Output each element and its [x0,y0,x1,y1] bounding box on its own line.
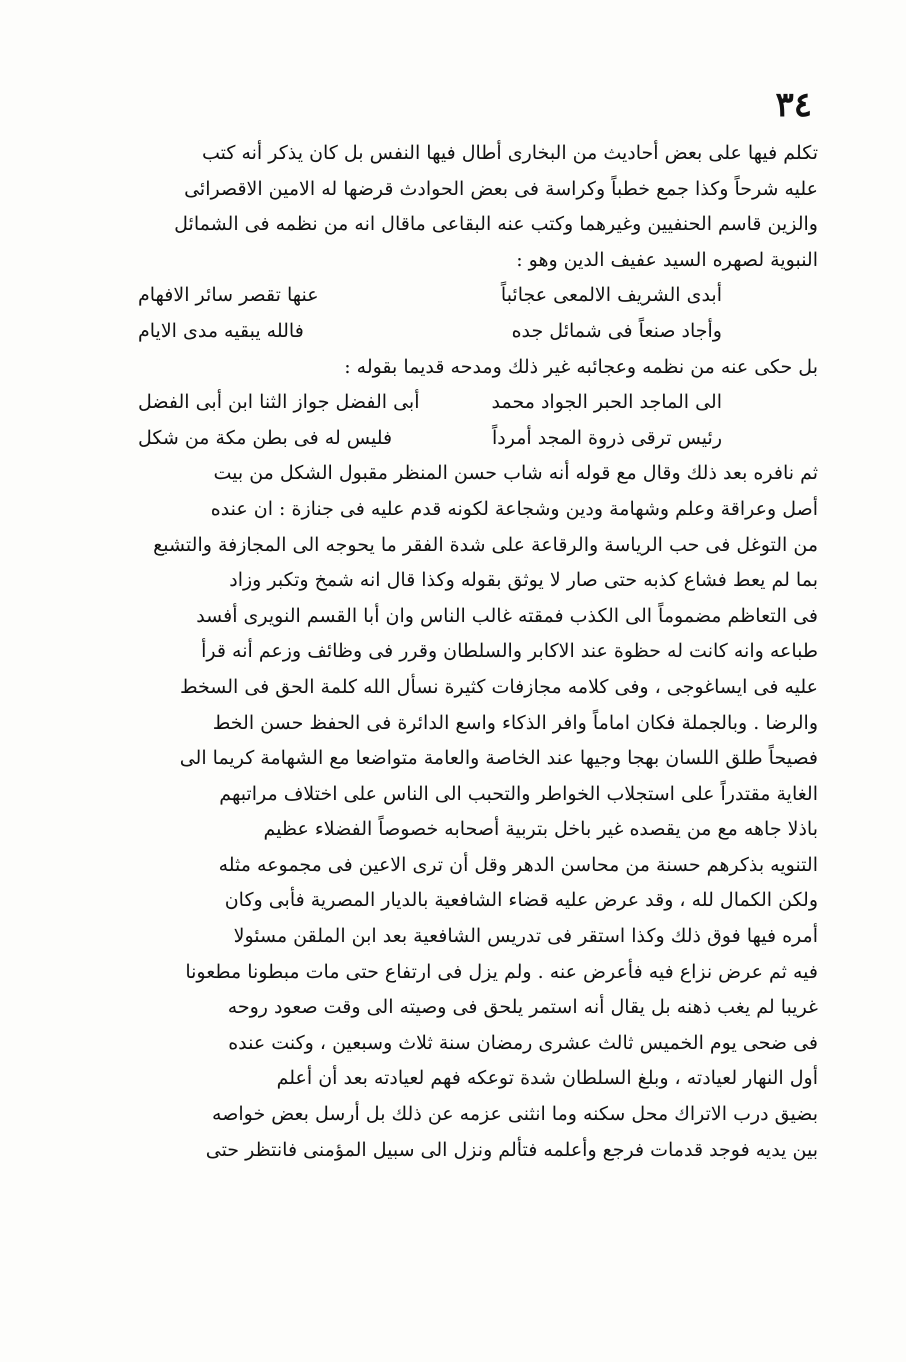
text-line: بل حكى عنه من نظمه وعجائبه غير ذلك ومدحه قديما بقوله : [344,355,818,378]
text-line: والزين قاسم الحنفيين وغيرهما وكتب عنه البقاعى ماقال انه من نظمه فى الشمائل [174,213,818,236]
verse-second-hemistich: فليس له فى بطن مكة من شكل [138,426,393,449]
text-line: فصيحاً طلق اللسان بهجا وجيها عند الخاصة والعامة متواضعا مع الشهامة كريما الى [179,747,818,770]
main-text [78,136,818,1168]
text-line: غريبا لم يغب ذهنه بل يقال أنه استمر يلحق فى وصيته الى وقت صعود روحه [227,996,818,1019]
text-line: ولكن الكمال لله ، وقد عرض عليه قضاء الشافعية بالديار المصرية فأبى وكان [224,889,818,912]
page-number: ٣٤ [775,85,812,125]
text-line: بضيق درب الاتراك محل سكنه وما انثنى عزمه عن ذلك بل أرسل بعض خواصه [212,1103,818,1126]
text-line: أول النهار لعيادته ، وبلغ السلطان شدة توعكه فهم لعيادته بعد أن أعلم [276,1067,818,1090]
verse-second-hemistich: أبى الفضل جواز الثنا ابن أبى الفضل [138,391,420,414]
verse-first-hemistich: وأجاد صنعاً فى شمائل جده [511,319,722,342]
text-line: فى التعاظم مضموماً الى الكذب فمقته غالب الناس وان أبا القسم النويرى أفسد [196,604,818,627]
text-line: فى ضحى يوم الخميس ثالث عشرى رمضان سنة ثلاث وسبعين ، وكنت عنده [228,1031,818,1054]
text-line: بين يديه فوجد قدمات فرجع وأعلمه فتألم ونزل الى سبيل المؤمنى فانتظر حتى [205,1138,818,1161]
text-line: التنويه بذكرهم حسنة من محاسن الدهر وقل أن ترى الاعين فى مجموعه مثله [218,853,818,876]
text-line: الغاية مقتدراً على استجلاب الخواطر والتحبب الى الناس على اختلاف مراتبهم [219,782,818,805]
text-line: أصل وعراقة وعلم وشهامة ودين وشجاعة لكونه قدم عليه فى جنازة : ان عنده [210,497,818,520]
text-line: أمره فيها فوق ذلك وكذا استقر فى تدريس الشافعية بعد ابن الملقن مسئولا [233,925,818,948]
text-line: والرضا . وبالجملة فكان اماماً وافر الذكاء واسع الدائرة فى الحفظ حسن الخط [212,711,818,734]
verse-line [78,421,818,457]
verse-first-hemistich: أبدى الشريف الالمعى عجائباً [500,284,722,307]
text-line: طباعه وانه كانت له حظوة عند الاكابر والسلطان وقرر فى وظائف وزعم أنه قرأ [201,640,818,663]
verse-second-hemistich: فالله يبقيه مدى الايام [138,319,304,342]
verse-first-hemistich: رئيس ترقى ذروة المجد أمرداً [491,426,722,449]
verse-second-hemistich: عنها تقصر سائر الافهام [138,284,319,307]
verse-line [78,278,818,314]
text-line: من التوغل فى حب الرياسة والرقاعة على شدة الفقر ما يحوجه الى المجازفة والتشبع [153,533,818,556]
text-line: ثم نافره بعد ذلك وقال مع قوله أنه شاب حسن المنظر مقبول الشكل من بيت [213,462,818,485]
verse-line [78,385,818,421]
text-line: فيه ثم عرض نزاع فيه فأعرض عنه . ولم يزل فى ارتفاع حتى مات مبطونا مطعونا [185,960,818,983]
text-line: عليه فى ايساغوجى ، وفى كلامه مجازفات كثيرة نسأل الله كلمة الحق فى السخط [179,675,818,698]
verse-first-hemistich: الى الماجد الحبر الجواد محمد [491,391,722,414]
text-line: تكلم فيها على بعض أحاديث من البخارى أطال فيها النفس بل كان يذكر أنه كتب [201,142,818,164]
verse-line [78,314,818,350]
text-line: باذلا جاهه مع من يقصده غير باخل بتربية أصحابه خصوصاً الفضلاء عظيم [263,818,818,841]
text-line: عليه شرحاً وكذا جمع خطباً وكراسة فى بعض الحوادث قرضها له الامين الاقصرائى [184,177,818,200]
text-line: بما لم يعط فشاع كذبه حتى صار لا يوثق بقوله وكذا قال انه شمخ وتكبر وزاد [229,569,818,592]
text-line: النبوية لصهره السيد عفيف الدين وهو : [516,248,818,271]
